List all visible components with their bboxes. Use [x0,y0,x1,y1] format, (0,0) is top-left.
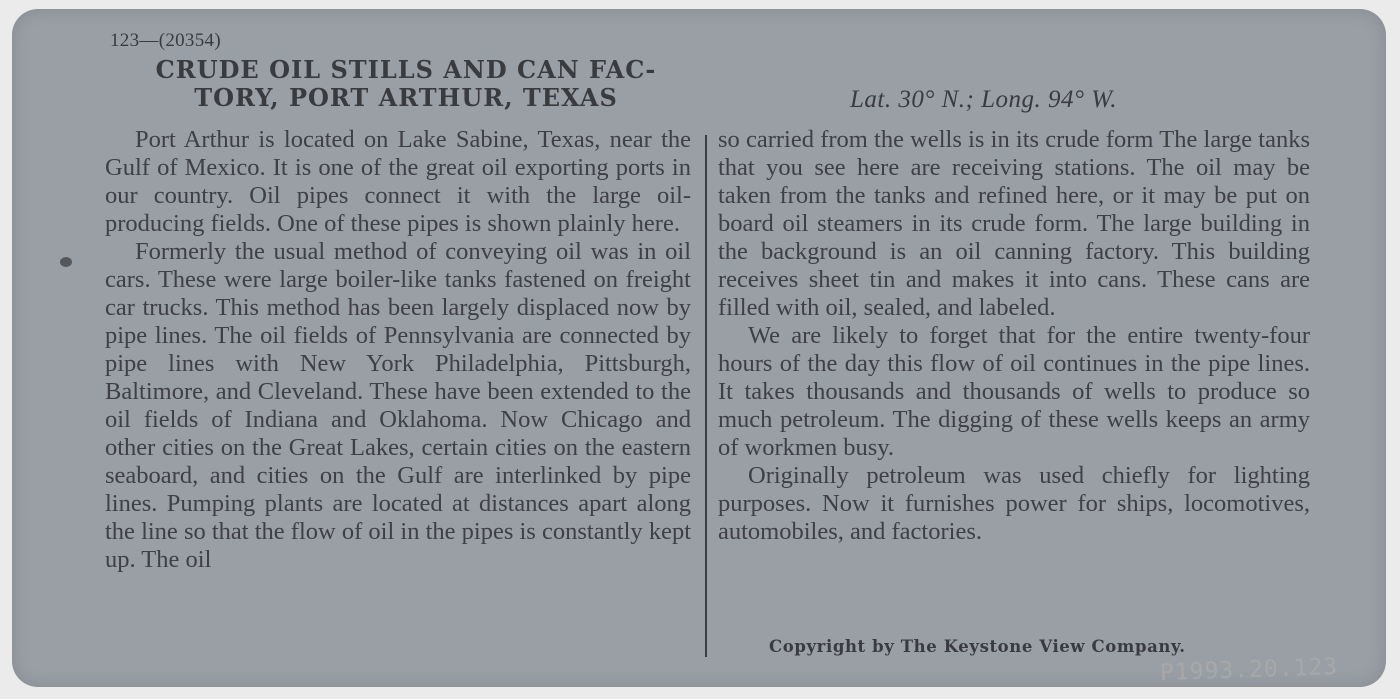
left-text-column [105,126,691,574]
right-text-column [718,126,1310,546]
title-line-1: CRUDE OIL STILLS AND CAN FAC- [155,55,657,84]
column-divider [705,135,707,657]
right-paragraph-3: Originally petroleum was used chiefly for lighting purposes. Now it furnishes power for ships, locomotives, automobiles, and factories. [718,462,1310,545]
accession-number: P1993.20.123 [1159,653,1339,687]
title-line-2: TORY, PORT ARTHUR, TEXAS [194,83,618,112]
left-paragraph-1: Port Arthur is located on Lake Sabine, Texas, near the Gulf of Mexico. It is one of the great oil exporting ports in our country. Oil pipes connect it with the large oil-producing fields. One of these pipes is shown plainly here. [105,126,691,237]
right-paragraph-2: We are likely to forget that for the entire twenty-four hours of the day this flow of oil continues in the pipe lines. It takes thousands and thousands of wells to produce so much petroleum. The digging of these wells keeps an army of workmen busy. [718,322,1310,461]
stereograph-card-back [12,9,1386,687]
latitude-longitude: Lat. 30° N.; Long. 94° W. [850,86,1118,113]
right-paragraph-1: so carried from the wells is in its crude form The large tanks that you see here are receiving stations. The oil may be taken from the tanks and refined here, or it may be put on board oil steamers in its crude form. The large building in the background is an oil canning factory. This building receives sheet tin and makes it into cans. These cans are filled with oil, sealed, and labeled. [718,126,1310,321]
catalog-number: 123—(20354) [110,30,221,51]
card-title [116,56,696,112]
left-paragraph-2: Formerly the usual method of conveying oil was in oil cars. These were large boiler-like tanks fastened on freight car trucks. This method has been largely displaced now by pipe lines. The oil fields of Pennsylvania are connected by pipe lines with New York Philadelphia, Pittsburgh, Baltimore, and Cleveland. These have been extended to the oil fields of Indiana and Oklahoma. Now Chicago and other cities on the Great Lakes, certain cities on the eastern seaboard, and cities on the Gulf are interlinked by pipe lines. Pumping plants are located at distances apart along the line so that the flow of oil in the pipes is constantly kept up. The oil [105,238,691,573]
copyright-notice: Copyright by The Keystone View Company. [769,637,1186,656]
stain-mark [60,257,72,267]
